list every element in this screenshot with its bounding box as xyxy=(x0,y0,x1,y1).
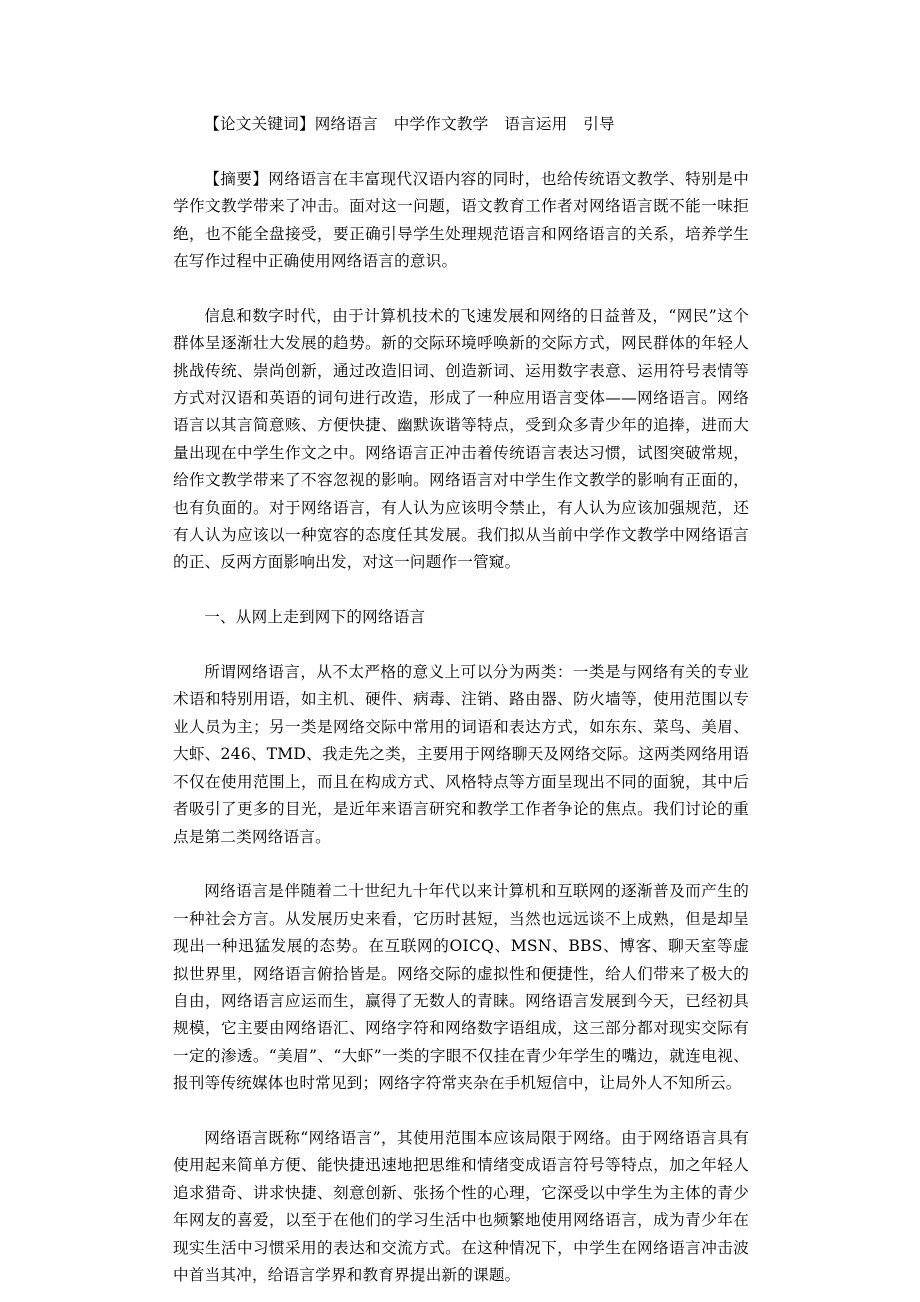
keywords-line: 【论文关键词】网络语言 中学作文教学 语言运用 引导 xyxy=(204,115,615,133)
document-page xyxy=(173,111,749,1289)
abstract-paragraph: 【摘要】网络语言在丰富现代汉语内容的同时，也给传统语文教学、特别是中学作文教学带来了冲击。面对这一问题，语文教育工作者对网络语言既不能一味拒绝，也不能全盘接受，要正确引导学生处理规范语言和网络语言的关系，培养学生在写作过程中正确使用网络语言的意识。 xyxy=(173,169,749,271)
spacer xyxy=(173,577,749,604)
spacer xyxy=(173,275,749,302)
body-paragraph-3: 网络语言既称“网络语言”，其使用范围本应该局限于网络。由于网络语言具有使用起来简单方便、能快捷迅速地把思维和情绪变成语言符号等特点，加之年轻人追求猎奇、讲求快捷、刻意创新、张扬个性的心理，它深受以中学生为主体的青少年网友的喜爱，以至于在他们的学习生活中也频繁地使用网络语言，成为青少年在现实生活中习惯采用的表达和交流方式。在这种情况下，中学生在网络语言冲击波中首当其冲，给语言学界和教育界提出新的课题。 xyxy=(173,1128,749,1284)
spacer xyxy=(173,138,749,165)
spacer xyxy=(173,1098,749,1125)
section-heading: 一、从网上走到网下的网络语言 xyxy=(204,608,426,627)
body-paragraph-2: 网络语言是伴随着二十世纪九十年代以来计算机和互联网的逐渐普及而产生的一种社会方言。从发展历史来看，它历时甚短，当然也远远谈不上成熟，但是却呈现出一种迅猛发展的态势。在互联网的OICQ、MSN、BBS、博客、聊天室等虚拟世界里，网络语言俯拾皆是。网络交际的虚拟性和便捷性，给人们带来了极大的自由，网络语言应运而生，赢得了无数人的青睐。网络语言发展到今天，已经初具规模，它主要由网络语汇、网络字符和网络数字语组成，这三部分都对现实交际有一定的渗透。“美眉”、“大虾”一类的字眼不仅挂在青少年学生的嘴边，就连电视、报刊等传统媒体也时常见到；网络字符常夹杂在手机短信中，让局外人不知所云。 xyxy=(173,882,749,1093)
spacer xyxy=(173,851,749,878)
intro-paragraph: 信息和数字时代，由于计算机技术的飞速发展和网络的日益普及，“网民”这个群体呈逐渐壮大发展的趋势。新的交际环境呼唤新的交际方式，网民群体的年轻人挑战传统、崇尚创新，通过改造旧词、创造新词、运用数字表意、运用符号表情等方式对汉语和英语的词句进行改造，形成了一种应用语言变体——网络语言。网络语言以其言简意赅、方便快捷、幽默诙谐等特点，受到众多青少年的追捧，进而大量出现在中学生作文之中。网络语言正冲击着传统语言表达习惯，试图突破常规，给作文教学带来了不容忽视的影响。网络语言对中学生作文教学的影响有正面的，也有负面的。对于网络语言，有人认为应该明令禁止，有人认为应该加强规范，还有人认为应该以一种宽容的态度任其发展。我们拟从当前中学作文教学中网络语言的正、反两方面影响出发，对这一问题作一管窥。 xyxy=(173,306,749,572)
spacer xyxy=(173,632,749,659)
body-paragraph-1: 所谓网络语言，从不太严格的意义上可以分为两类：一类是与网络有关的专业术语和特别用语，如主机、硬件、病毒、注销、路由器、防火墙等，使用范围以专业人员为主；另一类是网络交际中常用的词语和表达方式，如东东、菜鸟、美眉、大虾、246、TMD、我走先之类，主要用于网络聊天及网络交际。这两类网络用语不仅在使用范围上，而且在构成方式、风格特点等方面呈现出不同的面貌，其中后者吸引了更多的目光，是近年来语言研究和教学工作者争论的焦点。我们讨论的重点是第二类网络语言。 xyxy=(173,663,749,846)
